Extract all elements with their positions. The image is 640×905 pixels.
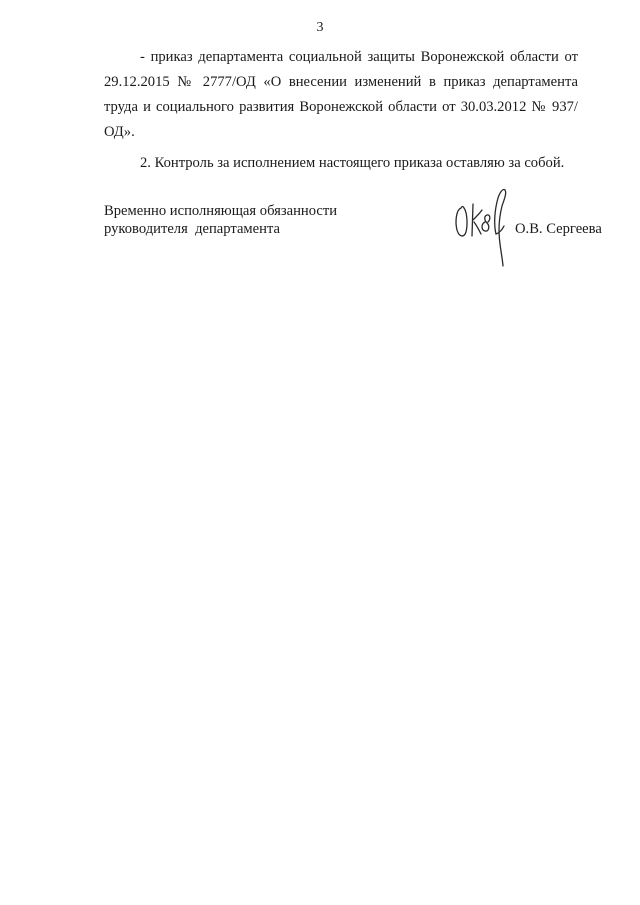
- signatory-position: [104, 202, 337, 238]
- position-line-2: руководителя департамента: [104, 221, 280, 237]
- repealed-order-paragraph: - приказ департамента социальной защиты Воронежской области от 29.12.2015 № 2777/ОД «О внесении изменений в приказ департамента труда и социального развития Воронежской области от 30.03.2012 № 937/ОД».: [104, 49, 578, 140]
- document-body: [104, 45, 578, 176]
- handwritten-signature: [452, 186, 518, 270]
- signer-name: О.В. Сергеева: [515, 221, 602, 237]
- control-paragraph: 2. Контроль за исполнением настоящего приказа оставляю за собой.: [140, 155, 565, 171]
- position-line-1: Временно исполняющая обязанности: [104, 203, 338, 219]
- page-number: 3: [316, 20, 324, 35]
